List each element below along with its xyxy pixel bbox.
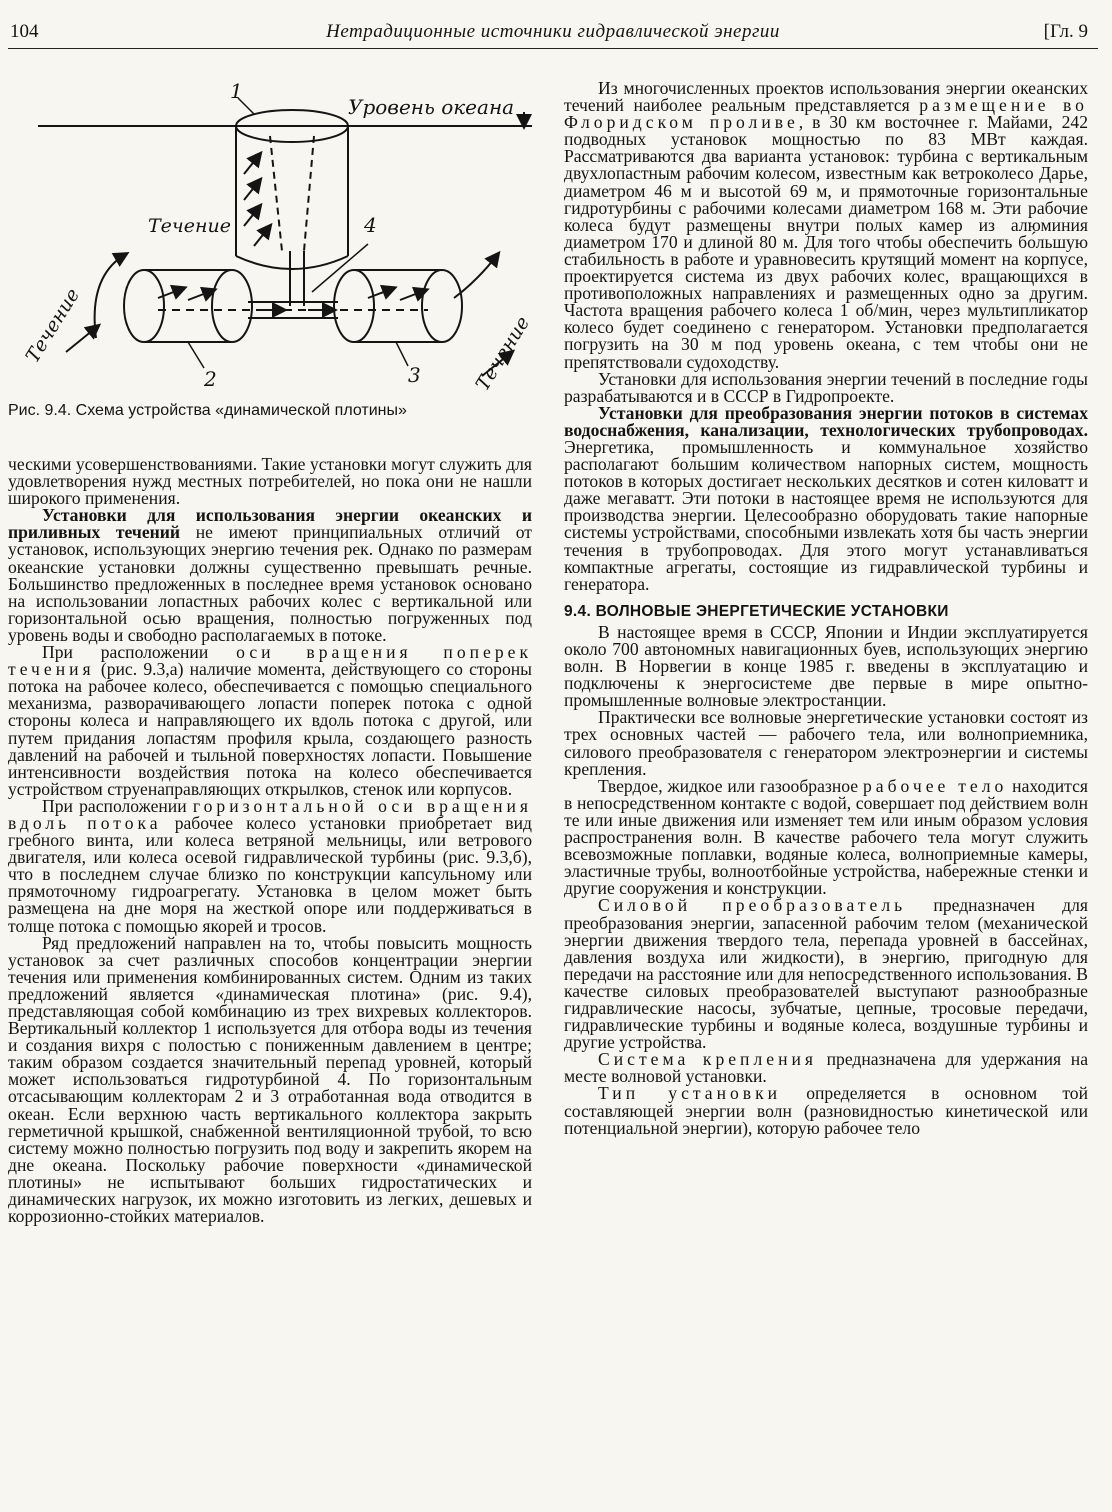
text-run: Энергетика, промышленность и коммунальное хозяйство располагают большим количеством напорных систем, мощность потоков в которых достигает нескольких десятков и сотен киловатт и даже мегаватт. Эти потоки в настоящее время не используются для производства энергии. Целесообразно оборудовать такие напорные системы устройствами, способными извлекать хотя бы часть энергии течения в трубопроводах. Для этого могут устанавливаться компактные агрегаты, состоящие из гидравлической турбины и генератора. bbox=[564, 436, 1088, 594]
paragraph bbox=[564, 1051, 1088, 1085]
spaced-run: Силовой преобразователь bbox=[598, 895, 907, 916]
text-run: Ряд предложений направлен на то, чтобы повысить мощность установок за счет различных способов концентрации энергии течения или применения комбинированных систем. Одним из таких предложений является «динамическая плотина» (рис. 9.4), представляющая собой комбинацию из трех вихревых коллекторов. Вертикальный коллектор 1 используется для отбора воды из течения и создания вихря с полостью с пониженным давлением в центре; таким образом создается значительный перепад уровней, который может использоваться гидротурбиной 4. По горизонтальным отсасывающим коллекторам 2 и 3 отработанная вода отводится в океан. Если верхнюю часть вертикального коллектора закрыть герметичной крышкой, снабженной вентиляционной трубой, то всю систему можно полностью погрузить под воду и закрепить якорем на дне океана. Поскольку рабочие поверхности «динамической плотины» не испытывают больших гидростатических и динамических нагрузок, их можно изготовить из легких, дешевых и коррозионно-стойких материалов. bbox=[8, 932, 532, 1227]
label-2: 2 bbox=[204, 367, 217, 391]
text-run: предназначена для удержания на месте волновой установки. bbox=[564, 1049, 1088, 1087]
dynamic-dam-diagram bbox=[8, 76, 532, 406]
bold-run: Установки для преобразования энергии потоков в системах водоснабжения, канализации, технологических трубопроводах. bbox=[564, 402, 1088, 440]
text-run: предназначен для преобразования энергии, запасенной рабочим телом (механической энергии движения твердого тела, перепада уровней в бассейнах, давления воздуха или жидкости), в энергию, пригодную для передачи на расстояние или для непосредственного использования. В качестве силовых преобразователей выступают разнообразные гидравлические насосы, зубчатые, цепные, тросовые передачи, гидравлические турбины и водяные колеса, воздушные турбины и другие устройства. bbox=[564, 895, 1088, 1053]
figure-caption: Рис. 9.4. Схема устройства «динамической плотины» bbox=[8, 402, 407, 419]
spaced-run: размещение во Флоридском проливе bbox=[564, 95, 1088, 133]
section-heading: 9.4. ВОЛНОВЫЕ ЭНЕРГЕТИЧЕСКИЕ УСТАНОВКИ bbox=[564, 602, 949, 620]
right-column bbox=[564, 80, 1088, 1510]
running-title: Нетрадиционные источники гидравлической энергии bbox=[326, 21, 780, 42]
spaced-run: Тип установки bbox=[598, 1083, 782, 1104]
paragraph bbox=[564, 709, 1088, 777]
label-flow-left: Течение bbox=[21, 284, 85, 367]
paragraph bbox=[8, 456, 532, 507]
text-run: В настоящее время в СССР, Японии и Индии эксплуатируется около 700 автономных навигационных буев, использующих энергию волн. В Норвегии в конце 1985 г. введены в эксплуатацию и подключены к энергосистеме две первые в мире опытно-промышленные волновые электростанции. bbox=[564, 621, 1088, 711]
paragraph bbox=[8, 507, 532, 644]
text-run: , в 30 км восточнее г. Майами, 242 подводных установок мощностью по 83 МВт каждая. Рассматриваются два варианта установок: турбина с вертикальным двухлопастным рабочим колесом, известным как ветроколесо Дарье, диаметром 46 м и высотой 69 м, и прямоточные горизонтальные гидротурбины с рабочими колесами диаметром 168 м. Эти рабочие колеса будут размещены внутри полых камер из алюминия диаметром 170 и длиной 80 м. Для того чтобы обеспечить бо́льшую стабильность в работе и уравновесить крутящий момент на корпусе, проектируется система из двух рабочих колес, вращающихся в противоположных направлениях и размещенных одно за другим. Частота вращения рабочего колеса 1 об/мин, через мультипликатор колесо будет соединено с генератором. Установки предполагается погрузить на 30 м под уровень океана, с тем чтобы они не препятствовали судоходству. bbox=[564, 112, 1088, 372]
text-run: находится в непосредственном контакте с водой, совершает под действием волн те или иные движения или изменяет тем или иным образом условия распространения волн. В качестве рабочего тела могут служить всевозможные поплавки, водяные колеса, волноприемные камеры, эластичные трубы, волноотбойные устройства, набережные стенки и другие сооружения и конструкции. bbox=[564, 775, 1088, 899]
left-column bbox=[8, 456, 532, 1504]
label-1: 1 bbox=[230, 79, 243, 103]
chapter-label: [Гл. 9 bbox=[1043, 21, 1088, 42]
page-number: 104 bbox=[10, 21, 39, 42]
paragraph bbox=[564, 402, 1088, 594]
label-4: 4 bbox=[364, 213, 377, 237]
spaced-run: горизонтальной оси вращения вдоль потока bbox=[8, 795, 532, 833]
text-run: Установки для использования энергии течений в последние годы разрабатываются и в СССР в Гидропроекте. bbox=[564, 368, 1088, 406]
text-run: определяется в основном той составляющей энергии волн (разновидностью кинетической или потенциальной энергии), которую рабочее тело bbox=[564, 1083, 1088, 1138]
label-3: 3 bbox=[408, 363, 421, 387]
text-run: рабочее колесо установки приобретает вид гребного винта, или колеса ветряной мельницы, или ветрового двигателя, или колеса осевой гидравлической турбины (рис. 9.3,б), что в последнем случае близко по конструкции капсульному или прямоточному гидроагрегату. Установка в целом может быть размещена на дне моря на жесткой опоре или поддерживаться в толще потока с помощью якорей и тросов. bbox=[8, 812, 532, 936]
label-ocean-level: Уровень океана bbox=[348, 95, 515, 119]
text-run: При расположении bbox=[42, 795, 193, 816]
paragraph bbox=[8, 795, 532, 936]
paragraph bbox=[8, 644, 532, 798]
bold-run: Установки для использования энергии океанских и приливных течений bbox=[8, 505, 532, 543]
label-flow-top: Течение bbox=[148, 215, 231, 237]
paragraph bbox=[564, 1085, 1088, 1136]
paragraph bbox=[8, 932, 532, 1227]
text-run: ческими усовершенствованиями. Такие установки могут служить для удовлетворения нужд местных потребителей, но пока они не нашли широкого применения. bbox=[8, 456, 532, 509]
label-flow-right: Течение bbox=[471, 312, 532, 395]
paragraph bbox=[564, 897, 1088, 1051]
spaced-run: Система крепления bbox=[598, 1049, 817, 1070]
figure-dynamic-dam bbox=[8, 76, 532, 406]
running-header bbox=[8, 18, 1098, 49]
paragraph bbox=[564, 368, 1088, 406]
text-run: При расположении bbox=[42, 642, 237, 663]
paragraph bbox=[564, 80, 1088, 371]
text-run: Практически все волновые энергетические установки состоят из трех основных частей — рабочего тела, или волноприемника, силового преобразователя с генератором электроэнергии и системы крепления. bbox=[564, 707, 1088, 779]
spaced-run: оси вращения поперек течения bbox=[8, 642, 532, 680]
text-run: Твердое, жидкое или газообразное bbox=[598, 775, 863, 796]
text-run: Из многочисленных проектов использования энергии океанских течений наиболее реальным представляется bbox=[564, 80, 1088, 116]
paragraph bbox=[564, 775, 1088, 899]
paragraph bbox=[564, 621, 1088, 711]
spaced-run: рабочее тело bbox=[862, 775, 1008, 796]
text-run: (рис. 9.3,а) наличие момента, действующего со стороны потока на рабочее колесо, обеспечивается с помощью специального механизма, разворачивающего лопасти поперек потока с одной стороны колеса и направляющего их вдоль потока с другой, или путем придания лопастям профиля крыла, создающего разность давлений на рабочей и тыльной поверхностях лопасти. Повышение интенсивности воздействия потока на колесо обеспечивается устройством струенаправляющих открылков, стенок или корпусов. bbox=[8, 659, 532, 799]
text-run: не имеют принципиальных отличий от установок, использующих энергию течения рек. Однако по размерам океанские установки должны существенно превышать речные. Большинство предложенных в последнее время установок основано на использовании лопастных рабочих колес с вертикальной или горизонтальной осью вращения, полностью погруженных под уровень воды и свободно располагаемых в потоке. bbox=[8, 522, 532, 645]
